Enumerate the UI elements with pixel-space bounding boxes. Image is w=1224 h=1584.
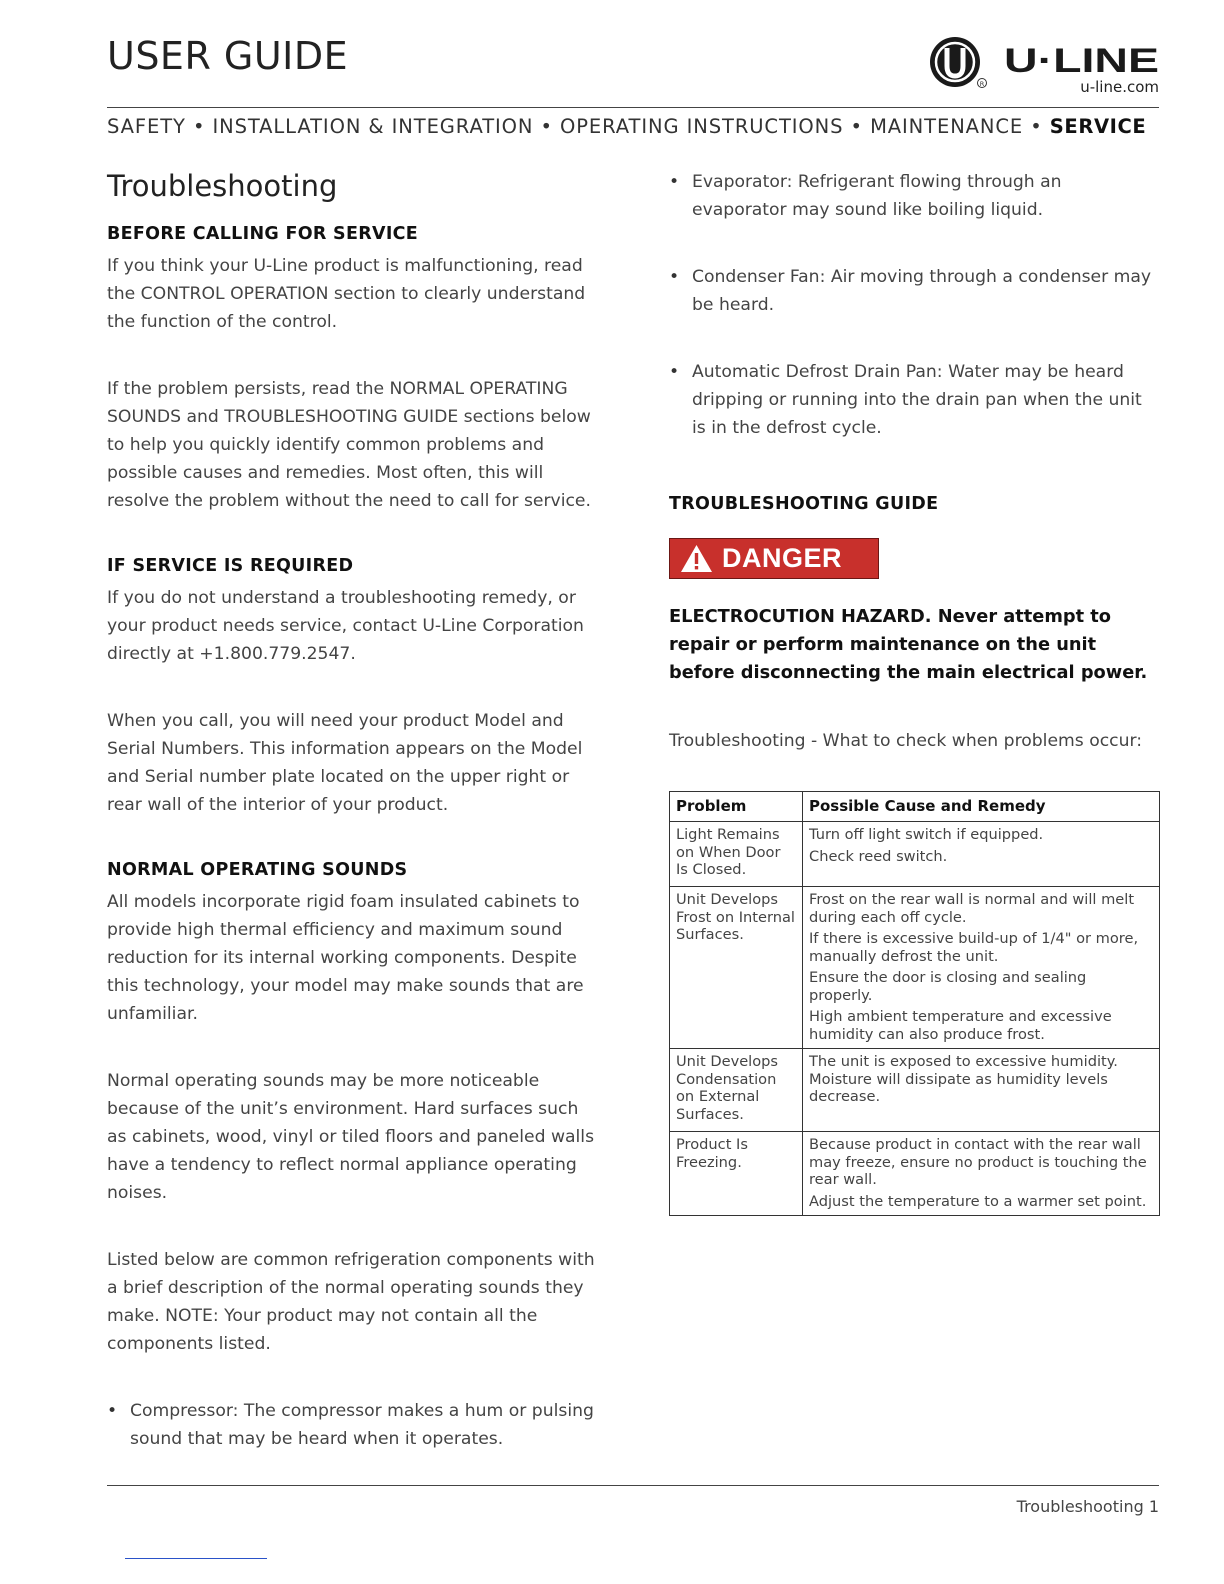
brand-wordmark [1004, 40, 1160, 80]
nav-item-service-active: SERVICE [1049, 115, 1147, 138]
nav-separator: • [540, 115, 553, 138]
remedy-line: If there is excessive build-up of 1/4" or more, manually defrost the unit. [809, 930, 1139, 965]
component-list-right [669, 168, 1159, 442]
danger-text: DANGER [722, 543, 843, 573]
normal-sounds-paragraph-1: All models incorporate rigid foam insulated cabinets to provide high thermal efficiency and maximum sound reduction for its internal working components. Despite this technology, your model may make sounds that are unfamiliar. [107, 892, 584, 1024]
list-item [669, 168, 1159, 224]
remedy-line: Because product in contact with the rear wall may freeze, ensure no product is touching the rear wall. [809, 1136, 1147, 1188]
remedy-line: Ensure the door is closing and sealing properly. [809, 969, 1087, 1004]
troubleshooting-table [669, 791, 1160, 1216]
remedy-line: High ambient temperature and excessive humidity can also produce frost. [809, 1008, 1112, 1043]
nav-item-installation: INSTALLATION & INTEGRATION [212, 115, 534, 138]
table-row [670, 887, 1160, 1049]
electrocution-warning: ELECTROCUTION HAZARD. Never attempt to repair or perform maintenance on the unit before disconnecting the main electrical power. [669, 606, 1148, 683]
table-row [670, 1049, 1160, 1132]
service-required-paragraph-2: When you call, you will need your product Model and Serial Numbers. This information appears on the Model and Serial number plate located on the upper right or rear wall of the interior of your product. [107, 711, 583, 815]
remedy-line: The unit is exposed to excessive humidity. Moisture will dissipate as humidity levels decrease. [809, 1053, 1118, 1105]
bullet-icon: • [669, 172, 680, 192]
nav-separator: • [192, 115, 206, 138]
list-item [669, 358, 1159, 442]
svg-text:R: R [979, 80, 985, 88]
bullet-icon: • [669, 267, 680, 287]
remedy-line: Adjust the temperature to a warmer set point. [809, 1192, 1147, 1210]
problem-cell: Unit Develops Frost on Internal Surfaces. [670, 887, 803, 1049]
troubleshooting-intro: Troubleshooting - What to check when problems occur: [669, 731, 1143, 751]
bullet-icon: • [669, 362, 680, 382]
list-item [107, 1397, 599, 1453]
normal-sounds-paragraph-3: Listed below are common refrigeration components with a brief description of the normal operating sounds they make. NOTE: Your product may not contain all the components listed. [107, 1250, 595, 1354]
list-item [669, 263, 1159, 319]
evaporator-text: Evaporator: Refrigerant flowing through an evaporator may sound like boiling liquid. [692, 172, 1062, 220]
right-column [669, 168, 1159, 1216]
section-title: Troubleshooting [107, 169, 338, 203]
table-header-row [670, 792, 1160, 822]
remedy-cell [803, 1049, 1160, 1132]
nav-separator: • [850, 115, 863, 138]
bullet-icon: • [107, 1401, 118, 1421]
brand-wordmark-text: U·LINE [1004, 42, 1159, 80]
nav-item-maintenance: MAINTENANCE [870, 115, 1024, 138]
nav-item-safety: SAFETY [107, 115, 186, 138]
before-calling-paragraph-1: If you think your U-Line product is malfunctioning, read the CONTROL OPERATION section to clearly understand the function of the control. [107, 256, 586, 332]
before-calling-heading: BEFORE CALLING FOR SERVICE [107, 224, 419, 244]
nav-separator: • [1030, 115, 1043, 138]
nav-item-operating: OPERATING INSTRUCTIONS [560, 115, 844, 138]
service-required-heading: IF SERVICE IS REQUIRED [107, 556, 354, 576]
table-row [670, 1132, 1160, 1216]
left-column [107, 168, 599, 1453]
compressor-text: Compressor: The compressor makes a hum or pulsing sound that may be heard when it operates. [130, 1401, 594, 1449]
remedy-cell [803, 822, 1160, 887]
link-underline[interactable] [125, 1558, 267, 1559]
before-calling-paragraph-2: If the problem persists, read the NORMAL OPERATING SOUNDS and TROUBLESHOOTING GUIDE sections below to help you quickly identify common problems and possible causes and remedies. Most often, this will resolve the problem without the need to call for service. [107, 379, 591, 511]
column-header-problem: Problem [670, 792, 803, 822]
problem-cell: Unit Develops Condensation on External Surfaces. [670, 1049, 803, 1132]
page-footer-label: Troubleshooting 1 [1016, 1497, 1159, 1516]
component-list-left [107, 1397, 599, 1453]
problem-cell: Product Is Freezing. [670, 1132, 803, 1216]
troubleshooting-guide-heading: TROUBLESHOOTING GUIDE [669, 494, 939, 514]
normal-sounds-heading: NORMAL OPERATING SOUNDS [107, 860, 408, 880]
footer-rule [107, 1485, 1159, 1486]
remedy-cell [803, 1132, 1160, 1216]
remedy-cell [803, 887, 1160, 1049]
defrost-drain-pan-text: Automatic Defrost Drain Pan: Water may be heard dripping or running into the drain pan when the unit is in the defrost cycle. [692, 362, 1142, 438]
table-row [670, 822, 1160, 887]
column-header-remedy: Possible Cause and Remedy [803, 792, 1160, 822]
remedy-line: Check reed switch. [809, 847, 948, 865]
brand-url: u-line.com [1080, 78, 1159, 96]
warning-triangle-icon [680, 544, 713, 573]
remedy-line: Turn off light switch if equipped. [809, 826, 1044, 843]
brand-wordmark-svg [1004, 40, 1160, 80]
header-rule [107, 107, 1159, 108]
danger-label [669, 538, 879, 579]
normal-sounds-paragraph-2: Normal operating sounds may be more noticeable because of the unit’s environment. Hard surfaces such as cabinets, wood, vinyl or tiled floors and paneled walls have a tendency to reflect normal appliance operating noises. [107, 1071, 595, 1203]
section-nav [107, 115, 1159, 138]
problem-cell: Light Remains on When Door Is Closed. [670, 822, 803, 887]
condenser-fan-text: Condenser Fan: Air moving through a condenser may be heard. [692, 267, 1152, 315]
page-title: USER GUIDE [107, 34, 349, 78]
remedy-line: Frost on the rear wall is normal and will melt during each off cycle. [809, 891, 1135, 926]
service-required-paragraph-1: If you do not understand a troubleshooting remedy, or your product needs service, contact U-Line Corporation directly at +1.800.779.2547. [107, 588, 584, 664]
